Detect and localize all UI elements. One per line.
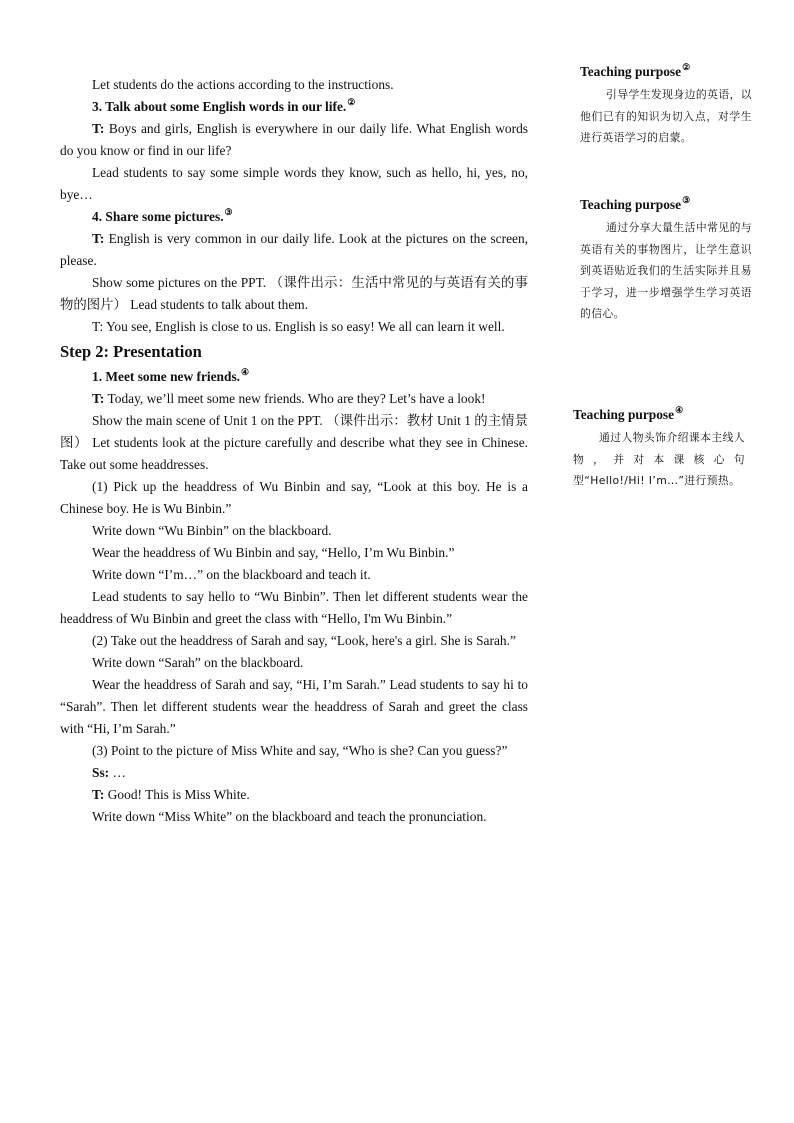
speaker-label: T: (92, 231, 105, 246)
instruction-paragraph: Wear the headdress of Sarah and say, “Hi, I’m Sarah.” Lead students to say hi to “Sarah”. Then let different students wear the headdress of Sarah and greet the class with “Hi, I’m Sarah.” (60, 677, 528, 736)
footnote-marker: ② (682, 62, 691, 72)
students-line: Ss: … (92, 765, 126, 780)
activity-heading: 4. Share some pictures.③ (92, 207, 233, 224)
speaker-label: T: (92, 787, 105, 802)
teacher-line: T: You see, English is close to us. English is so easy! We all can learn it well. (92, 319, 505, 334)
instruction-paragraph: Lead students to say hello to “Wu Binbin”. Then let different students wear the headdress of Wu Binbin and greet the class with “Hello, I'm Wu Binbin.” (60, 589, 528, 626)
instruction-paragraph: (3) Point to the picture of Miss White and say, “Who is she? Can you guess?” (92, 743, 508, 758)
teaching-purpose-note-2 (580, 62, 752, 149)
teacher-line: T: English is very common in our daily life. Look at the pictures on the screen, please. (60, 231, 528, 268)
step-heading: Step 2: Presentation (60, 342, 202, 361)
note-title: Teaching purpose④ (573, 405, 684, 422)
instruction-paragraph: Write down “Miss White” on the blackboard and teach the pronunciation. (92, 809, 487, 824)
activity-heading: 1. Meet some new friends.④ (92, 367, 250, 384)
instruction-paragraph: (1) Pick up the headdress of Wu Binbin and say, “Look at this boy. He is a Chinese boy. He is Wu Binbin.” (60, 479, 528, 516)
instruction-paragraph: Write down “Wu Binbin” on the blackboard. (92, 523, 332, 538)
lesson-plan-main (60, 74, 528, 828)
teacher-line: T: Today, we’ll meet some new friends. Who are they? Let’s have a look! (92, 391, 486, 406)
footnote-marker: ② (347, 97, 356, 107)
instruction-paragraph: Show some pictures on the PPT. （课件出示：生活中常见的与英语有关的事物的图片） Lead students to talk about them. (60, 275, 528, 312)
teacher-line: T: Good! This is Miss White. (92, 787, 250, 802)
instruction-paragraph: (2) Take out the headdress of Sarah and say, “Look, here's a girl. She is Sarah.” (92, 633, 516, 648)
instruction-paragraph: Write down “Sarah” on the blackboard. (92, 655, 304, 670)
footnote-marker: ④ (675, 405, 684, 415)
teacher-line: T: Boys and girls, English is everywhere in our daily life. What English words do you know or find in our life? (60, 121, 528, 158)
note-body: 通过人物头饰介绍课本主线人物，并对本课核心句型“Hello!/Hi! I’m…”进行预热。 (573, 431, 745, 487)
speaker-label: T: (92, 391, 105, 406)
note-title: Teaching purpose② (580, 62, 691, 79)
instruction-paragraph: Wear the headdress of Wu Binbin and say, “Hello, I’m Wu Binbin.” (92, 545, 455, 560)
teaching-purpose-note-3 (580, 195, 752, 325)
activity-heading: 3. Talk about some English words in our life.② (92, 97, 356, 114)
instruction-paragraph: Lead students to say some simple words they know, such as hello, hi, yes, no, bye… (60, 165, 528, 202)
footnote-marker: ④ (241, 367, 250, 377)
instruction-paragraph: Write down “I’m…” on the blackboard and teach it. (92, 567, 371, 582)
instruction-paragraph: Let students do the actions according to the instructions. (92, 77, 394, 92)
footnote-marker: ③ (224, 207, 233, 217)
instruction-paragraph: Show the main scene of Unit 1 on the PPT. （课件出示：教材 Unit 1 的主情景图） Let students look at the picture carefully and describe what they see in Chinese. Take out some headdresses. (60, 413, 528, 472)
footnote-marker: ③ (682, 195, 691, 205)
speaker-label: Ss: (92, 765, 110, 780)
teaching-purpose-note-4 (573, 405, 745, 492)
note-body: 引导学生发现身边的英语，以他们已有的知识为切入点，对学生进行英语学习的启蒙。 (580, 88, 752, 144)
speaker-label: T: (92, 121, 105, 136)
note-title: Teaching purpose③ (580, 195, 691, 212)
note-body: 通过分享大量生活中常见的与英语有关的事物图片，让学生意识到英语贴近我们的生活实际并且易于学习，进一步增强学生学习英语的信心。 (580, 221, 752, 320)
